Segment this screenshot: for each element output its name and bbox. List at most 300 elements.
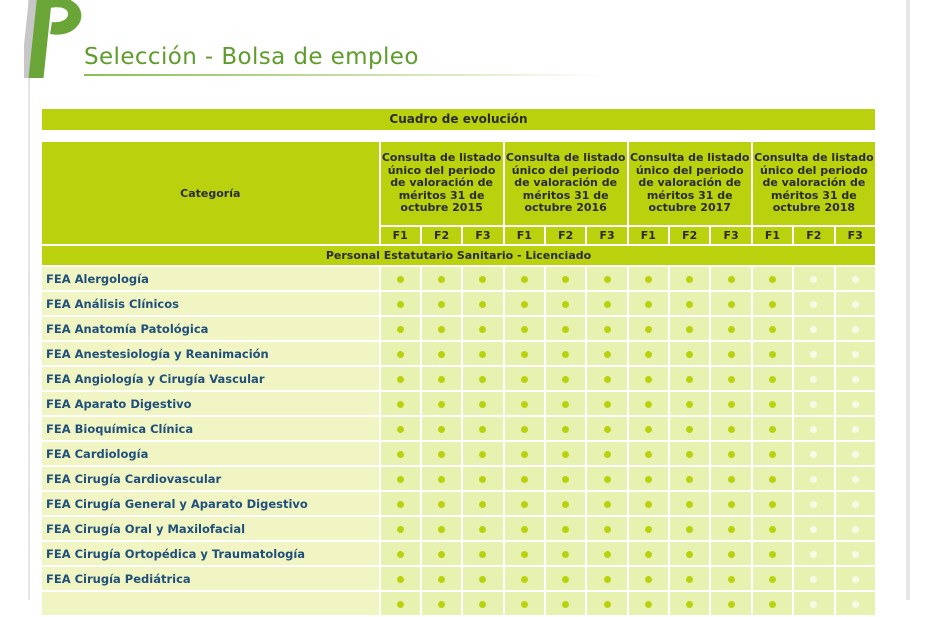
status-cell	[753, 492, 792, 515]
status-cell	[794, 492, 833, 515]
status-cell	[711, 492, 750, 515]
active-dot-icon	[562, 476, 569, 483]
active-dot-icon	[479, 551, 486, 558]
status-cell	[463, 267, 502, 290]
status-cell	[836, 442, 876, 465]
status-cell	[587, 542, 626, 565]
status-cell	[753, 467, 792, 490]
status-cell	[505, 417, 544, 440]
status-cell	[505, 342, 544, 365]
status-cell	[505, 442, 544, 465]
period-header-2018: Consulta de listado único del periodo de valoración de méritos 31 de octubre 2018	[753, 142, 875, 225]
table-row	[42, 492, 875, 515]
table-row	[42, 342, 875, 365]
status-cell	[422, 267, 461, 290]
inactive-dot-icon	[852, 401, 859, 408]
active-dot-icon	[397, 451, 404, 458]
active-dot-icon	[645, 451, 652, 458]
status-cell	[381, 317, 420, 340]
status-cell	[381, 542, 420, 565]
inactive-dot-icon	[810, 401, 817, 408]
status-cell	[670, 392, 709, 415]
active-dot-icon	[769, 601, 776, 608]
status-cell	[463, 292, 502, 315]
active-dot-icon	[521, 326, 528, 333]
active-dot-icon	[438, 576, 445, 583]
inactive-dot-icon	[852, 601, 859, 608]
status-cell	[753, 267, 792, 290]
active-dot-icon	[562, 451, 569, 458]
phase-header-f1: F1	[753, 227, 792, 244]
active-dot-icon	[604, 376, 611, 383]
active-dot-icon	[728, 476, 735, 483]
active-dot-icon	[397, 301, 404, 308]
status-cell	[422, 292, 461, 315]
status-cell	[587, 592, 626, 615]
active-dot-icon	[645, 576, 652, 583]
phase-header-f2: F2	[546, 227, 585, 244]
status-cell	[629, 317, 668, 340]
status-cell	[753, 542, 792, 565]
active-dot-icon	[562, 426, 569, 433]
status-cell	[711, 442, 750, 465]
status-cell	[505, 542, 544, 565]
status-cell	[629, 467, 668, 490]
status-cell	[629, 442, 668, 465]
active-dot-icon	[479, 526, 486, 533]
inactive-dot-icon	[852, 501, 859, 508]
active-dot-icon	[438, 376, 445, 383]
status-cell	[546, 367, 585, 390]
active-dot-icon	[438, 276, 445, 283]
category-link[interactable]: FEA Cirugía Pediátrica	[42, 567, 379, 590]
section-header-row	[42, 246, 875, 265]
status-cell	[587, 442, 626, 465]
active-dot-icon	[438, 526, 445, 533]
table-row	[42, 417, 875, 440]
active-dot-icon	[604, 426, 611, 433]
phase-header-f3: F3	[836, 227, 876, 244]
category-link[interactable]: FEA Cardiología	[42, 442, 379, 465]
status-cell	[753, 392, 792, 415]
status-cell	[794, 542, 833, 565]
status-cell	[546, 317, 585, 340]
phase-header-f2: F2	[670, 227, 709, 244]
inactive-dot-icon	[810, 551, 817, 558]
active-dot-icon	[397, 601, 404, 608]
status-cell	[546, 542, 585, 565]
status-cell	[463, 417, 502, 440]
status-cell	[836, 342, 876, 365]
status-cell	[794, 292, 833, 315]
status-cell	[422, 367, 461, 390]
active-dot-icon	[686, 451, 693, 458]
active-dot-icon	[562, 551, 569, 558]
status-cell	[753, 592, 792, 615]
status-cell	[836, 317, 876, 340]
status-cell	[670, 467, 709, 490]
status-cell	[546, 492, 585, 515]
title-underline	[84, 74, 604, 76]
status-cell	[422, 317, 461, 340]
active-dot-icon	[728, 501, 735, 508]
status-cell	[587, 467, 626, 490]
inactive-dot-icon	[852, 526, 859, 533]
active-dot-icon	[686, 426, 693, 433]
active-dot-icon	[479, 376, 486, 383]
table-row	[42, 467, 875, 490]
status-cell	[381, 517, 420, 540]
active-dot-icon	[521, 551, 528, 558]
status-cell	[422, 467, 461, 490]
active-dot-icon	[769, 501, 776, 508]
status-cell	[629, 417, 668, 440]
status-cell	[670, 542, 709, 565]
active-dot-icon	[521, 501, 528, 508]
status-cell	[753, 367, 792, 390]
active-dot-icon	[521, 376, 528, 383]
active-dot-icon	[604, 601, 611, 608]
active-dot-icon	[521, 576, 528, 583]
right-frame-border	[906, 0, 910, 600]
active-dot-icon	[521, 276, 528, 283]
status-cell	[670, 442, 709, 465]
status-cell	[711, 417, 750, 440]
active-dot-icon	[397, 576, 404, 583]
inactive-dot-icon	[810, 501, 817, 508]
active-dot-icon	[686, 526, 693, 533]
active-dot-icon	[604, 351, 611, 358]
inactive-dot-icon	[810, 301, 817, 308]
status-cell	[753, 517, 792, 540]
active-dot-icon	[645, 601, 652, 608]
status-cell	[463, 317, 502, 340]
status-cell	[670, 517, 709, 540]
status-cell	[381, 467, 420, 490]
active-dot-icon	[728, 426, 735, 433]
status-cell	[753, 567, 792, 590]
status-cell	[753, 417, 792, 440]
active-dot-icon	[562, 326, 569, 333]
status-cell	[381, 267, 420, 290]
status-cell	[836, 492, 876, 515]
active-dot-icon	[521, 351, 528, 358]
active-dot-icon	[769, 576, 776, 583]
status-cell	[753, 342, 792, 365]
status-cell	[463, 392, 502, 415]
active-dot-icon	[397, 551, 404, 558]
category-link[interactable]: FEA Alergología	[42, 267, 379, 290]
active-dot-icon	[645, 301, 652, 308]
active-dot-icon	[397, 526, 404, 533]
inactive-dot-icon	[810, 476, 817, 483]
active-dot-icon	[645, 326, 652, 333]
category-link[interactable]: FEA Anatomía Patológica	[42, 317, 379, 340]
status-cell	[711, 367, 750, 390]
table-row	[42, 367, 875, 390]
active-dot-icon	[562, 526, 569, 533]
category-link[interactable]: FEA Cirugía Ortopédica y Traumatología	[42, 542, 379, 565]
active-dot-icon	[728, 576, 735, 583]
active-dot-icon	[479, 451, 486, 458]
status-cell	[381, 392, 420, 415]
category-link[interactable]: FEA Anestesiología y Reanimación	[42, 342, 379, 365]
status-cell	[505, 267, 544, 290]
active-dot-icon	[645, 501, 652, 508]
phase-header-f1: F1	[629, 227, 668, 244]
active-dot-icon	[521, 426, 528, 433]
category-link[interactable]	[42, 592, 379, 615]
status-cell	[836, 367, 876, 390]
active-dot-icon	[769, 451, 776, 458]
active-dot-icon	[562, 576, 569, 583]
status-cell	[587, 367, 626, 390]
status-cell	[463, 467, 502, 490]
inactive-dot-icon	[810, 351, 817, 358]
active-dot-icon	[521, 451, 528, 458]
inactive-dot-icon	[852, 551, 859, 558]
table-row	[42, 292, 875, 315]
status-cell	[711, 542, 750, 565]
active-dot-icon	[686, 551, 693, 558]
status-cell	[670, 317, 709, 340]
active-dot-icon	[769, 526, 776, 533]
phase-header-f1: F1	[505, 227, 544, 244]
table-row	[42, 592, 875, 615]
phase-header-f3: F3	[587, 227, 626, 244]
active-dot-icon	[604, 576, 611, 583]
left-frame-border	[28, 0, 30, 600]
evolution-table-container	[42, 109, 875, 617]
active-dot-icon	[604, 526, 611, 533]
status-cell	[711, 592, 750, 615]
table-row	[42, 567, 875, 590]
status-cell	[381, 492, 420, 515]
active-dot-icon	[645, 351, 652, 358]
active-dot-icon	[645, 526, 652, 533]
active-dot-icon	[769, 376, 776, 383]
active-dot-icon	[769, 476, 776, 483]
active-dot-icon	[397, 326, 404, 333]
status-cell	[711, 317, 750, 340]
status-cell	[587, 342, 626, 365]
status-cell	[587, 567, 626, 590]
active-dot-icon	[728, 276, 735, 283]
active-dot-icon	[686, 601, 693, 608]
active-dot-icon	[438, 601, 445, 608]
status-cell	[505, 392, 544, 415]
status-cell	[587, 267, 626, 290]
status-cell	[463, 542, 502, 565]
active-dot-icon	[604, 401, 611, 408]
active-dot-icon	[521, 476, 528, 483]
category-link[interactable]: FEA Cirugía Cardiovascular	[42, 467, 379, 490]
period-header-2015: Consulta de listado único del periodo de valoración de méritos 31 de octubre 2015	[381, 142, 503, 225]
status-cell	[546, 267, 585, 290]
status-cell	[836, 592, 876, 615]
status-cell	[463, 592, 502, 615]
active-dot-icon	[604, 301, 611, 308]
status-cell	[670, 367, 709, 390]
category-link[interactable]: FEA Angiología y Cirugía Vascular	[42, 367, 379, 390]
status-cell	[794, 592, 833, 615]
status-cell	[711, 467, 750, 490]
status-cell	[794, 342, 833, 365]
active-dot-icon	[769, 301, 776, 308]
status-cell	[463, 492, 502, 515]
active-dot-icon	[562, 601, 569, 608]
status-cell	[629, 267, 668, 290]
inactive-dot-icon	[810, 451, 817, 458]
active-dot-icon	[769, 551, 776, 558]
active-dot-icon	[728, 601, 735, 608]
active-dot-icon	[728, 301, 735, 308]
category-link[interactable]: FEA Cirugía Oral y Maxilofacial	[42, 517, 379, 540]
active-dot-icon	[479, 276, 486, 283]
status-cell	[422, 417, 461, 440]
status-cell	[753, 442, 792, 465]
status-cell	[670, 267, 709, 290]
inactive-dot-icon	[810, 326, 817, 333]
status-cell	[836, 467, 876, 490]
status-cell	[505, 492, 544, 515]
section-header: Personal Estatutario Sanitario - Licenciado	[42, 246, 875, 265]
status-cell	[587, 417, 626, 440]
status-cell	[587, 492, 626, 515]
status-cell	[670, 592, 709, 615]
inactive-dot-icon	[810, 276, 817, 283]
active-dot-icon	[645, 426, 652, 433]
active-dot-icon	[769, 351, 776, 358]
category-link[interactable]: FEA Bioquímica Clínica	[42, 417, 379, 440]
status-cell	[629, 392, 668, 415]
category-link[interactable]: FEA Análisis Clínicos	[42, 292, 379, 315]
active-dot-icon	[769, 401, 776, 408]
inactive-dot-icon	[810, 426, 817, 433]
active-dot-icon	[686, 476, 693, 483]
active-dot-icon	[645, 401, 652, 408]
period-header-2016: Consulta de listado único del periodo de valoración de méritos 31 de octubre 2016	[505, 142, 627, 225]
active-dot-icon	[686, 376, 693, 383]
active-dot-icon	[438, 351, 445, 358]
status-cell	[546, 292, 585, 315]
inactive-dot-icon	[810, 376, 817, 383]
active-dot-icon	[562, 351, 569, 358]
category-link[interactable]: FEA Cirugía General y Aparato Digestivo	[42, 492, 379, 515]
status-cell	[381, 367, 420, 390]
status-cell	[670, 417, 709, 440]
status-cell	[505, 567, 544, 590]
active-dot-icon	[769, 426, 776, 433]
status-cell	[381, 442, 420, 465]
category-link[interactable]: FEA Aparato Digestivo	[42, 392, 379, 415]
status-cell	[505, 317, 544, 340]
status-cell	[381, 567, 420, 590]
active-dot-icon	[562, 376, 569, 383]
status-cell	[629, 492, 668, 515]
status-cell	[629, 367, 668, 390]
status-cell	[505, 517, 544, 540]
active-dot-icon	[728, 526, 735, 533]
status-cell	[422, 342, 461, 365]
status-cell	[629, 292, 668, 315]
table-row	[42, 542, 875, 565]
inactive-dot-icon	[810, 601, 817, 608]
status-cell	[463, 567, 502, 590]
table-caption: Cuadro de evolución	[42, 109, 875, 130]
active-dot-icon	[645, 476, 652, 483]
status-cell	[422, 592, 461, 615]
active-dot-icon	[397, 426, 404, 433]
status-cell	[422, 392, 461, 415]
status-cell	[629, 592, 668, 615]
table-row	[42, 517, 875, 540]
active-dot-icon	[686, 276, 693, 283]
status-cell	[711, 342, 750, 365]
active-dot-icon	[645, 276, 652, 283]
active-dot-icon	[438, 551, 445, 558]
status-cell	[463, 342, 502, 365]
active-dot-icon	[438, 326, 445, 333]
inactive-dot-icon	[852, 476, 859, 483]
status-cell	[711, 292, 750, 315]
active-dot-icon	[479, 326, 486, 333]
status-cell	[381, 342, 420, 365]
status-cell	[546, 467, 585, 490]
phase-header-f1: F1	[381, 227, 420, 244]
green-letter-p-logo	[24, 0, 84, 83]
active-dot-icon	[397, 401, 404, 408]
active-dot-icon	[438, 301, 445, 308]
active-dot-icon	[686, 401, 693, 408]
evolution-table	[40, 140, 877, 617]
inactive-dot-icon	[852, 376, 859, 383]
status-cell	[711, 267, 750, 290]
active-dot-icon	[521, 601, 528, 608]
status-cell	[794, 392, 833, 415]
active-dot-icon	[479, 301, 486, 308]
active-dot-icon	[562, 301, 569, 308]
status-cell	[505, 467, 544, 490]
status-cell	[587, 392, 626, 415]
active-dot-icon	[438, 451, 445, 458]
status-cell	[794, 367, 833, 390]
inactive-dot-icon	[852, 451, 859, 458]
active-dot-icon	[438, 476, 445, 483]
active-dot-icon	[521, 301, 528, 308]
active-dot-icon	[645, 376, 652, 383]
active-dot-icon	[438, 501, 445, 508]
status-cell	[836, 392, 876, 415]
status-cell	[546, 517, 585, 540]
active-dot-icon	[686, 501, 693, 508]
phase-header-f3: F3	[711, 227, 750, 244]
status-cell	[836, 417, 876, 440]
status-cell	[546, 417, 585, 440]
status-cell	[546, 567, 585, 590]
status-cell	[794, 467, 833, 490]
status-cell	[670, 292, 709, 315]
phase-header-f2: F2	[794, 227, 833, 244]
category-header: Categoría	[42, 142, 379, 244]
active-dot-icon	[397, 351, 404, 358]
status-cell	[422, 517, 461, 540]
inactive-dot-icon	[852, 351, 859, 358]
active-dot-icon	[562, 501, 569, 508]
inactive-dot-icon	[852, 326, 859, 333]
status-cell	[463, 517, 502, 540]
inactive-dot-icon	[852, 276, 859, 283]
